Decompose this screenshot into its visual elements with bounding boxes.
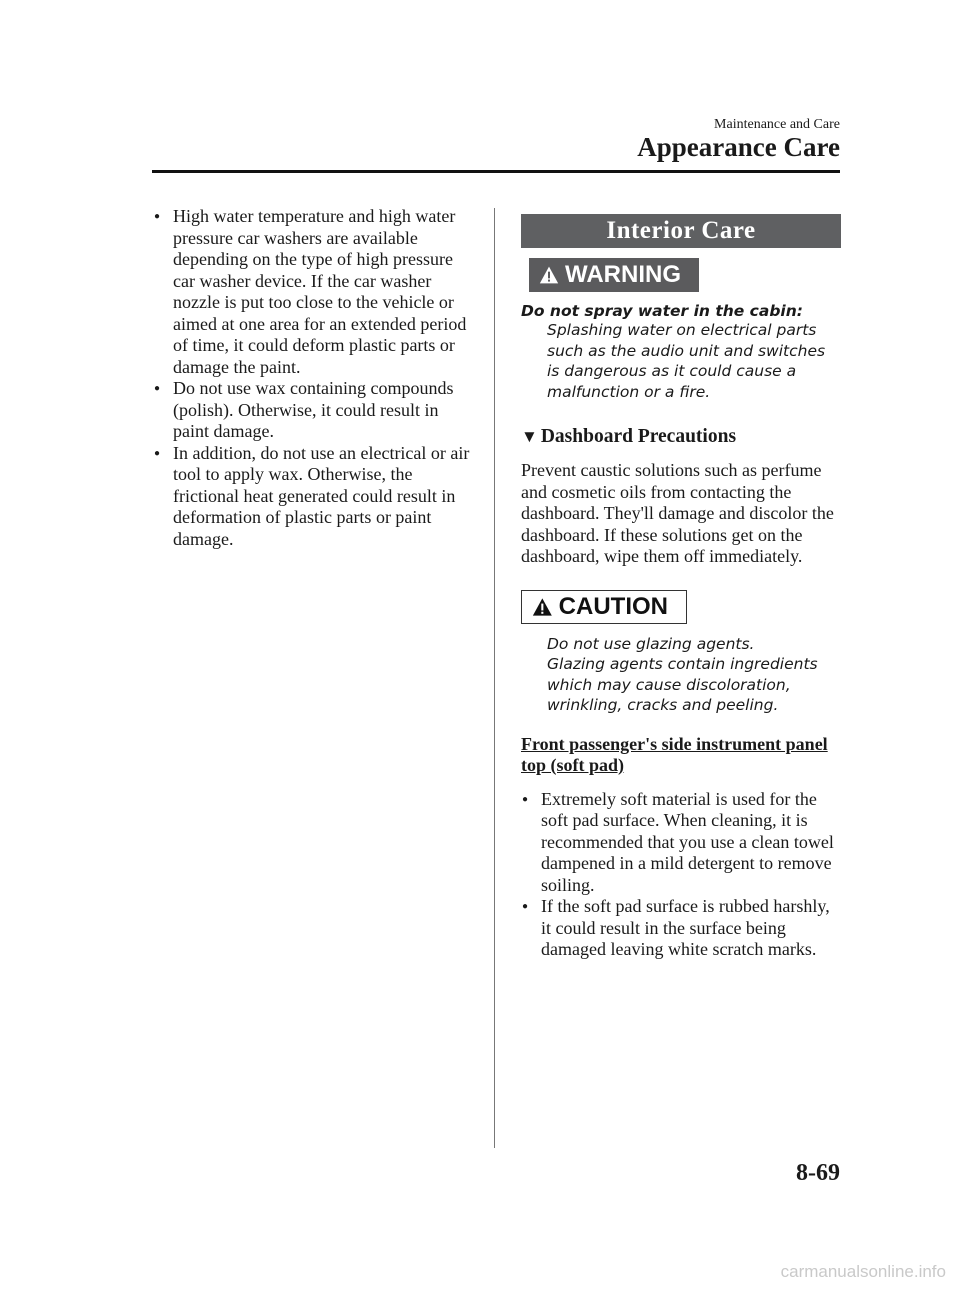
down-triangle-icon: ▼: [521, 427, 538, 446]
caution-lead: Do not use glazing agents.: [547, 634, 755, 653]
warning-label: [529, 258, 699, 292]
watermark: carmanualsonline.info: [780, 1262, 946, 1281]
warning-lead: Do not spray water in the cabin:: [521, 302, 803, 320]
right-column: [521, 214, 841, 961]
dashboard-paragraph: Prevent caustic solutions such as perfume and cosmetic oils from contacting the dashboard. They'll damage and discolor the dashboard. If these solutions get on the dashboard, wipe them off immediately.: [521, 460, 834, 566]
section-banner: Interior Care: [521, 214, 841, 248]
list-item: ● High water temperature and high water pressure car washers are available depending on the type of high pressure car washer device. If the car washer nozzle is put too close to the vehicle or aimed at one area for an extended period of time, it could deform plastic parts or damage the paint.: [153, 206, 473, 378]
page-number: 8-69: [796, 1160, 840, 1186]
left-bullet-list: [153, 206, 473, 550]
caution-body: Glazing agents contain ingredients which may cause discoloration, wrinkling, cracks and peeling.: [547, 655, 818, 714]
column-divider: [494, 208, 495, 1148]
section-title: Appearance Care: [637, 132, 840, 162]
warning-label-text: WARNING: [565, 261, 681, 288]
left-column: [153, 206, 473, 550]
header-rule: [152, 170, 840, 173]
soft-pad-heading: Front passenger's side instrument panel top (soft pad): [521, 733, 828, 775]
warning-icon: [539, 264, 559, 286]
warning-body: Splashing water on electrical parts such as the audio unit and switches is dangerous as it could cause a malfunction or a fire.: [547, 321, 826, 401]
right-bullet-list: [521, 789, 841, 961]
subheading-text: Dashboard Precautions: [540, 426, 737, 447]
caution-icon: [532, 596, 553, 618]
list-item: ● Extremely soft material is used for the soft pad surface. When cleaning, it is recommended that you use a clean towel dampened in a mild detergent to remove soiling.: [521, 789, 841, 897]
caution-label: [521, 590, 687, 624]
subheading: [521, 426, 841, 448]
list-item: ● In addition, do not use an electrical or air tool to apply wax. Otherwise, the frictional heat generated could result in deformation of plastic parts or paint damage.: [153, 443, 473, 551]
section-label: Maintenance and Care: [714, 117, 840, 132]
caution-label-text: CAUTION: [558, 592, 668, 620]
list-item: ● If the soft pad surface is rubbed harshly, it could result in the surface being damaged leaving white scratch marks.: [521, 896, 841, 961]
list-item: ● Do not use wax containing compounds (polish). Otherwise, it could result in paint damage.: [153, 378, 473, 443]
